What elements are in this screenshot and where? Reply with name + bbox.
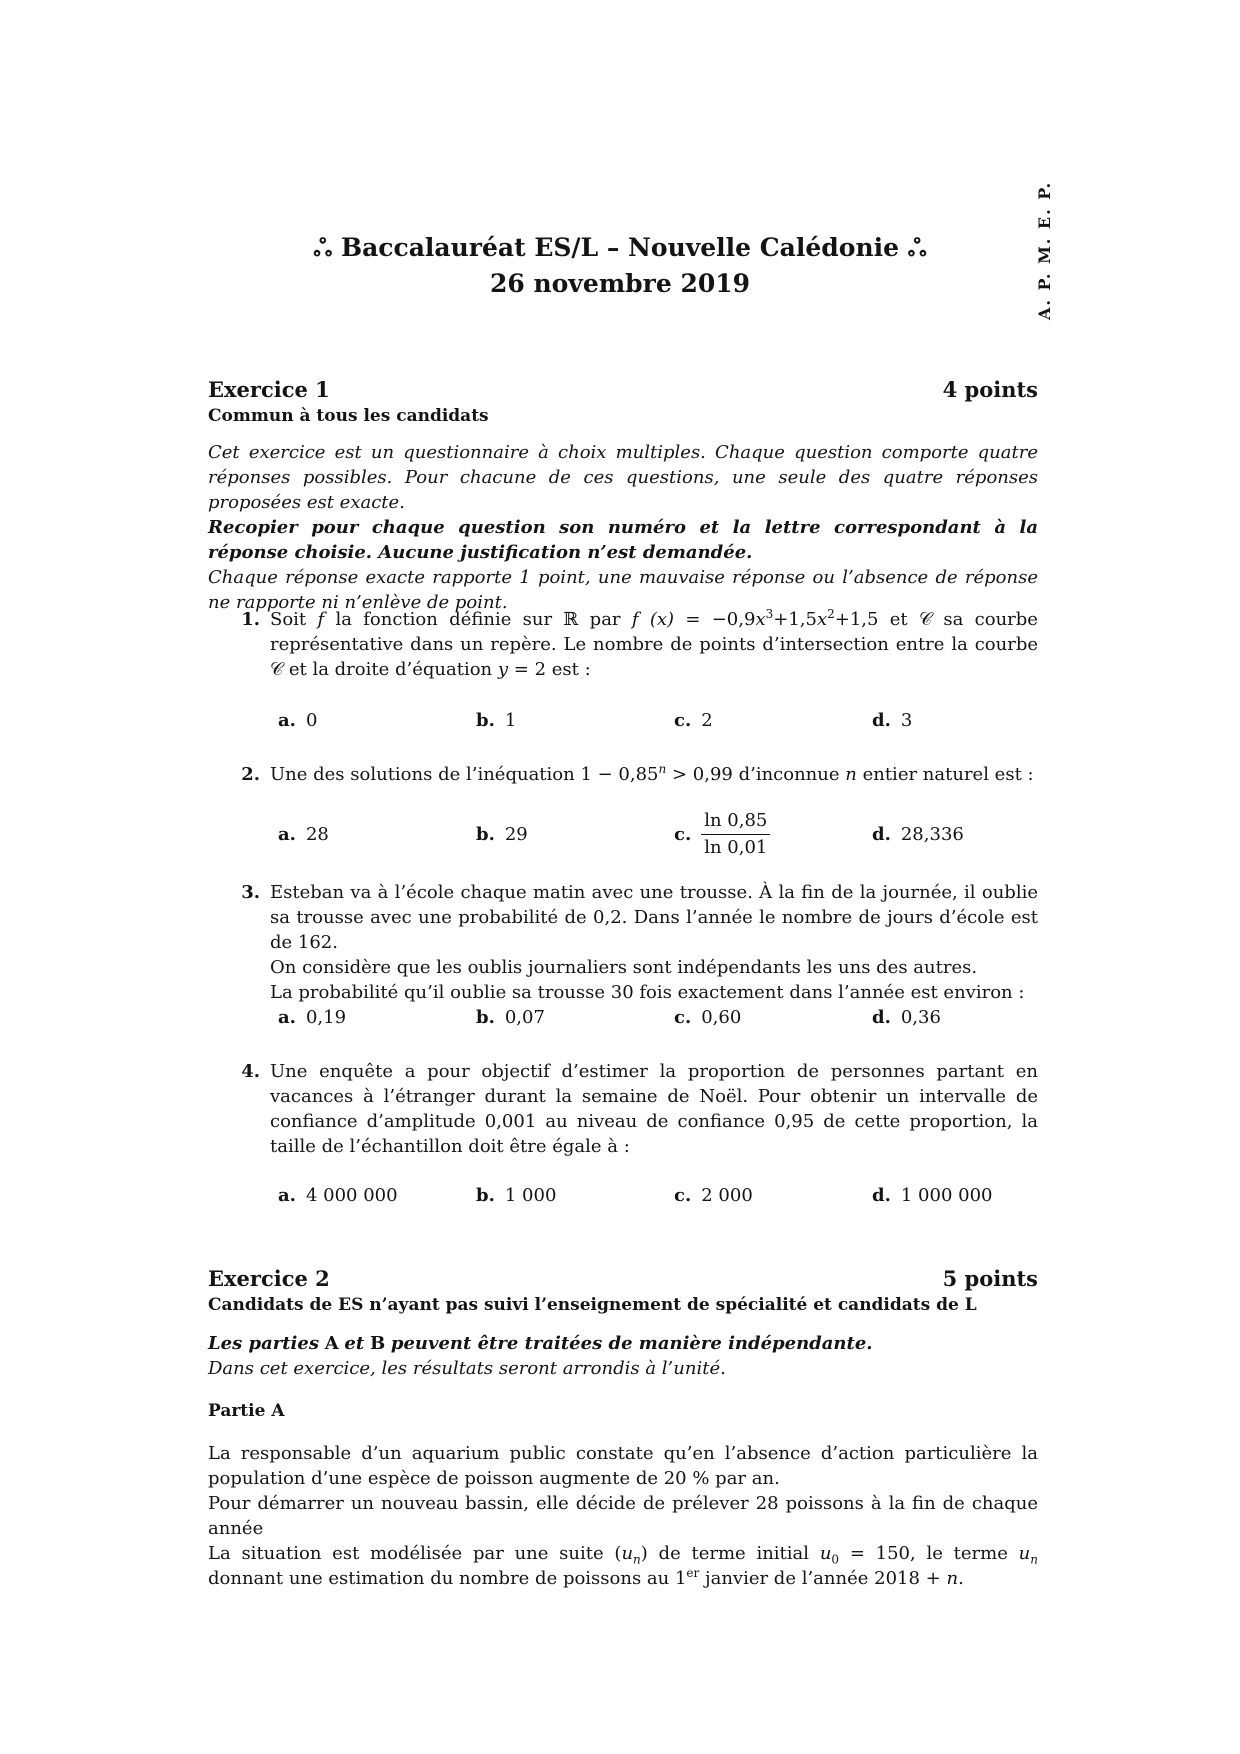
exercise-2 bbox=[208, 1265, 1038, 1591]
answer-1c: c. 2 bbox=[674, 710, 713, 731]
document-title bbox=[200, 230, 1040, 266]
answer-3b: b. 0,07 bbox=[476, 1007, 545, 1028]
answer-4c: c. 2 000 bbox=[674, 1185, 753, 1206]
question-3-number: 3. bbox=[241, 882, 260, 903]
answer-2a: a. 28 bbox=[278, 823, 329, 845]
answer-1d: d. 3 bbox=[872, 710, 913, 731]
partie-a-paragraph-2: Pour démarrer un nouveau bassin, elle décide de prélever 28 poissons à la fin de chaque année bbox=[208, 1493, 1038, 1539]
document-header bbox=[200, 230, 1040, 302]
answer-1a: a. 0 bbox=[278, 710, 318, 731]
exercise-2-heading bbox=[208, 1265, 1038, 1293]
question-2-text: Une des solutions de l’inéquation $1 - 0,85^n > 0,99$ d’inconnue n entier naturel est : bbox=[270, 762, 1034, 785]
ornament-right-icon: ஃ bbox=[907, 233, 927, 262]
exercise-2-parts-note: Les parties A et B peuvent être traitées de manière indépendante. bbox=[208, 1333, 873, 1354]
question-3-answers bbox=[208, 1005, 1108, 1030]
question-3 bbox=[208, 880, 1038, 1005]
exercise-1 bbox=[208, 376, 1038, 615]
answer-3c: c. 0,60 bbox=[674, 1007, 742, 1028]
question-3-text: Esteban va à l’école chaque matin avec une trousse. À la fin de la journée, il oublie sa trousse avec une probabilité de 0,2. Dans l’année le nombre de jours d’école est de 162. On considère que les oublis journaliers sont indépendants les uns des autres. La probabilité qu’il oublie sa trousse 30 fois exactement dans l’année est environ : bbox=[270, 882, 1038, 1003]
exercise-1-subtitle: Commun à tous les candidats bbox=[208, 406, 489, 426]
answer-4d: d. 1 000 000 bbox=[872, 1185, 993, 1206]
partie-a-paragraph-3: La situation est modélisée par une suite $(u_n)$ de terme initial $u_0 = 150$, le terme $u_n$ donnant une estimation du nombre de poissons au 1er janvier de l’année 2018 + n. bbox=[208, 1543, 1038, 1589]
question-4-number: 4. bbox=[241, 1061, 260, 1082]
answer-2b: b. 29 bbox=[476, 823, 528, 845]
answer-3d: d. 0,36 bbox=[872, 1007, 941, 1028]
question-4-answers bbox=[208, 1183, 1108, 1208]
exercise-1-scoring: Chaque réponse exacte rapporte 1 point, une mauvaise réponse ou l’absence de réponse ne rapporte ni n’enlève de point. bbox=[208, 567, 1038, 613]
exercise-1-instruction: Recopier pour chaque question son numéro et la lettre correspondant à la réponse choisie. Aucune justification n’est demandée. bbox=[208, 517, 1038, 563]
exercise-1-title: Exercice 1 bbox=[208, 377, 330, 402]
document-date: 26 novembre 2019 bbox=[489, 269, 751, 298]
question-4 bbox=[208, 1059, 1038, 1159]
question-4-text: Une enquête a pour objectif d’estimer la proportion de personnes partant en vacances à l’étranger durant la semaine de Noël. Pour obtenir un intervalle de confiance d’amplitude 0,001 au niveau de confiance 0,95 de cette proportion, la taille de l’échantillon doit être égale à : bbox=[270, 1061, 1038, 1157]
title-text: Baccalauréat ES/L – Nouvelle Calédonie bbox=[340, 233, 900, 262]
ornament-left-icon: ஃ bbox=[313, 233, 333, 262]
exercise-2-points: 5 points bbox=[942, 1266, 1038, 1291]
partie-a-paragraph-1: La responsable d’un aquarium public constate qu’en l’absence d’action particulière la population d’une espèce de poisson augmente de 20 % par an. bbox=[208, 1443, 1038, 1489]
exercise-2-title: Exercice 2 bbox=[208, 1266, 330, 1291]
answer-2c: c. $\frac{\ln 0,85}{\ln 0,01}$ bbox=[674, 808, 872, 861]
exercise-2-rounding-note: Dans cet exercice, les résultats seront arrondis à l’unité. bbox=[208, 1358, 726, 1379]
question-1-answers bbox=[208, 708, 1108, 733]
answer-4a: a. 4 000 000 bbox=[278, 1185, 398, 1206]
question-2 bbox=[208, 762, 1038, 787]
exercise-1-intro: Cet exercice est un questionnaire à choix multiples. Chaque question comporte quatre réponses possibles. Pour chacune de ces questions, une seule des quatre réponses proposées est exacte. bbox=[208, 442, 1038, 513]
question-2-number: 2. bbox=[241, 764, 260, 785]
question-1-text: Soit f la fonction définie sur ℝ par f $(x) = -0,9x^3+1,5x^2+1,5$ et 𝒞 sa courbe représentative dans un repère. Le nombre de points d’intersection entre la courbe 𝒞 et la droite d’équation y = 2 est : bbox=[270, 607, 1038, 680]
apmep-side-label: A. P. M. E. P. bbox=[1035, 180, 1054, 320]
exercise-1-heading bbox=[208, 376, 1038, 404]
exercise-2-subtitle: Candidats de ES n’ayant pas suivi l’enseignement de spécialité et candidats de L bbox=[208, 1295, 977, 1315]
fraction: $\frac{\ln 0,85}{\ln 0,01}$ bbox=[701, 808, 770, 861]
partie-a-heading: Partie A bbox=[208, 1401, 285, 1421]
question-1 bbox=[208, 607, 1038, 682]
answer-3a: a. 0,19 bbox=[278, 1007, 347, 1028]
exercise-1-points: 4 points bbox=[942, 377, 1038, 402]
answer-1b: b. 1 bbox=[476, 710, 517, 731]
answer-2d: d. 28,336 bbox=[872, 823, 964, 845]
question-2-answers bbox=[208, 807, 1108, 861]
answer-4b: b. 1 000 bbox=[476, 1185, 557, 1206]
question-1-number: 1. bbox=[241, 609, 260, 630]
